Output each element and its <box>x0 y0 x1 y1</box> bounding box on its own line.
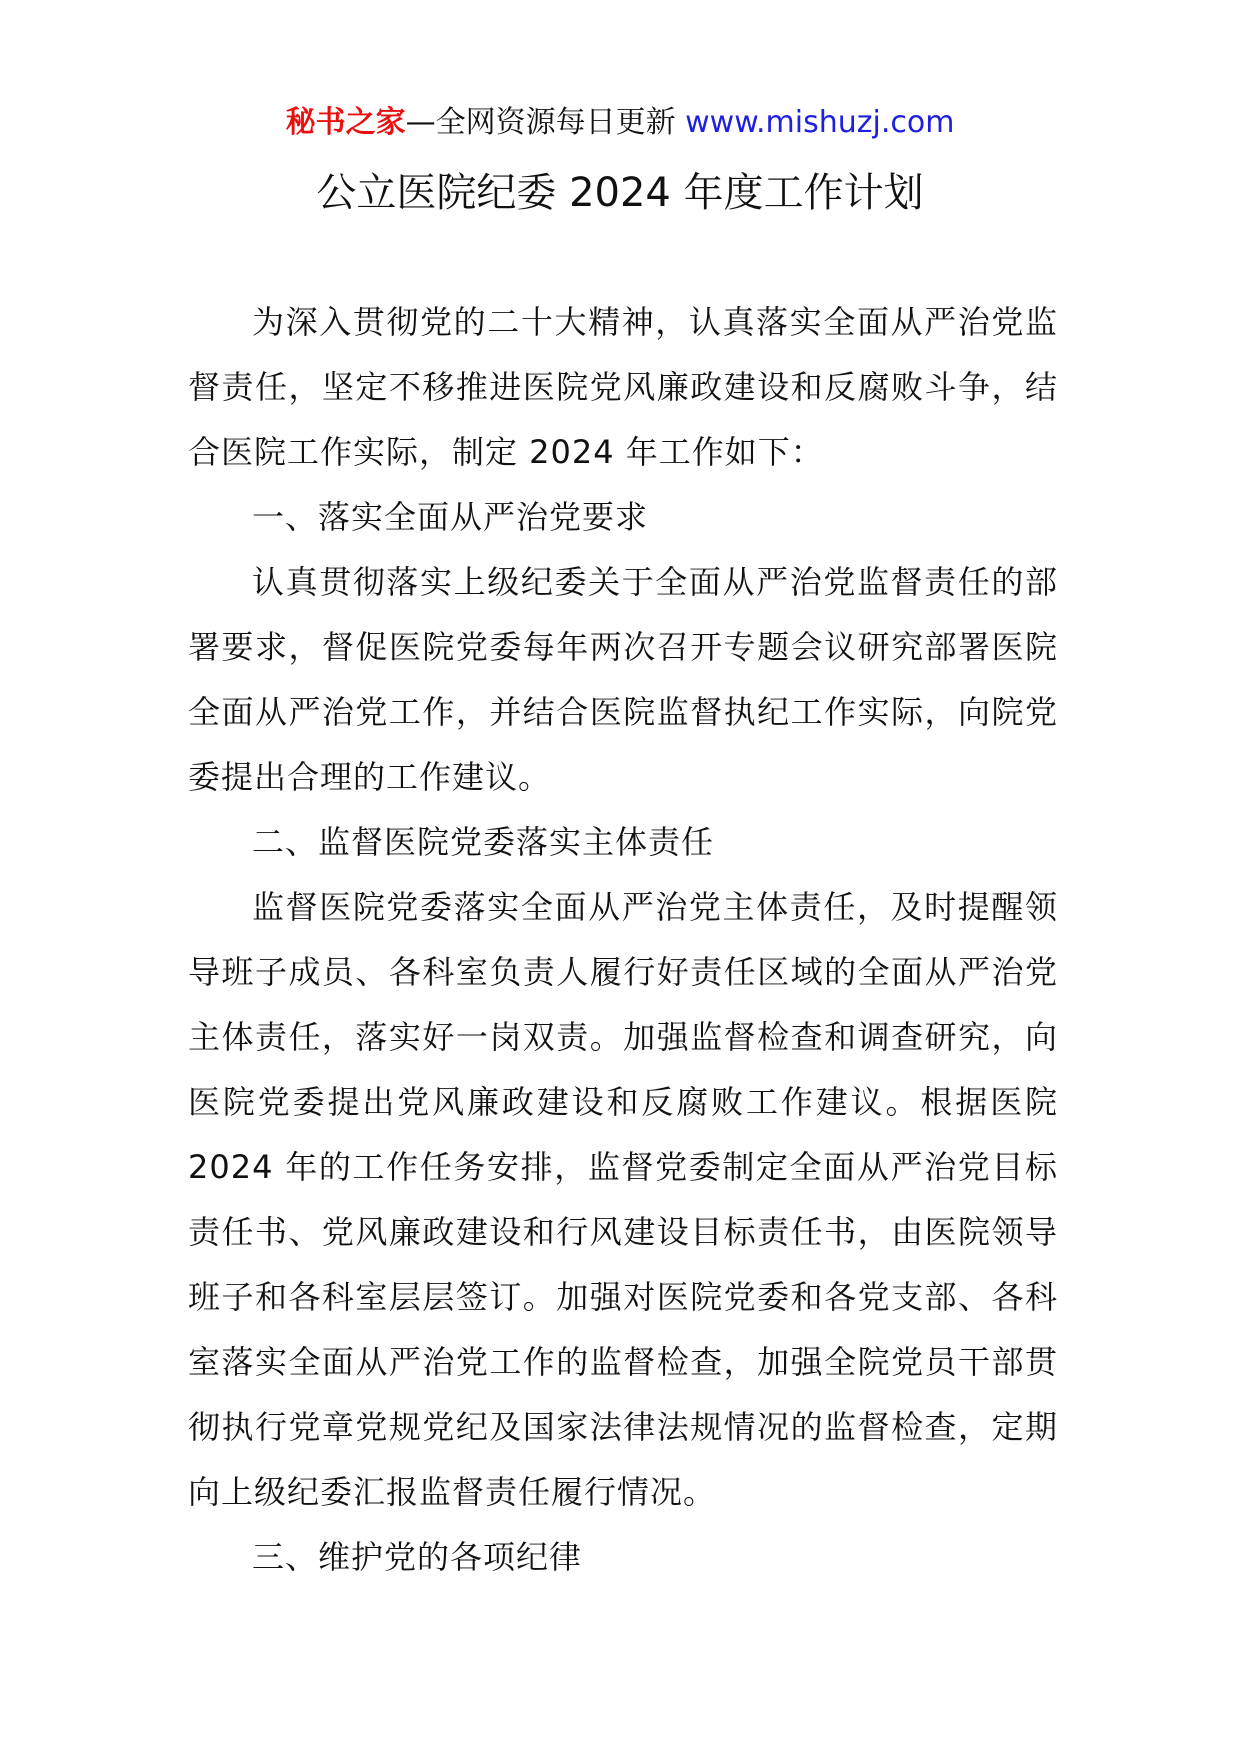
intro-paragraph: 为深入贯彻党的二十大精神，认真落实全面从严治党监督责任，坚定不移推进医院党风廉政建设和反腐败斗争，结合医院工作实际，制定 2024 年工作如下： <box>188 303 1058 471</box>
watermark-header <box>0 100 1240 146</box>
header-tagline: —全网资源每日更新 <box>405 105 686 140</box>
section-heading-3: 三、维护党的各项纪律 <box>252 1538 583 1576</box>
section-heading-2: 二、监督医院党委落实主体责任 <box>252 823 715 861</box>
document-title: 公立医院纪委 2024 年度工作计划 <box>316 170 924 216</box>
section-paragraph-2: 监督医院党委落实全面从严治党主体责任，及时提醒领导班子成员、各科室负责人履行好责任区域的全面从严治党主体责任，落实好一岗双责。加强监督检查和调查研究，向医院党委提出党风廉政建设和反腐败工作建议。根据医院 2024 年的工作任务安排，监督党委制定全面从严治党目标责任书、党风廉政建设和行风建设目标责任书，由医院领导班子和各科室层层签订。加强对医院党委和各党支部、各科室落实全面从严治党工作的监督检查，加强全院党员干部贯彻执行党章党规党纪及国家法律法规情况的监督检查，定期向上级纪委汇报监督责任履行情况。 <box>188 888 1058 1511</box>
document-body <box>188 290 1058 1590</box>
brand-name: 秘书之家 <box>285 105 406 140</box>
section-paragraph-1: 认真贯彻落实上级纪委关于全面从严治党监督责任的部署要求，督促医院党委每年两次召开专题会议研究部署医院全面从严治党工作，并结合医院监督执纪工作实际，向院党委提出合理的工作建议。 <box>188 563 1058 796</box>
section-heading-1: 一、落实全面从严治党要求 <box>252 498 649 536</box>
site-url-link[interactable]: www.mishuzj.com <box>685 105 955 140</box>
